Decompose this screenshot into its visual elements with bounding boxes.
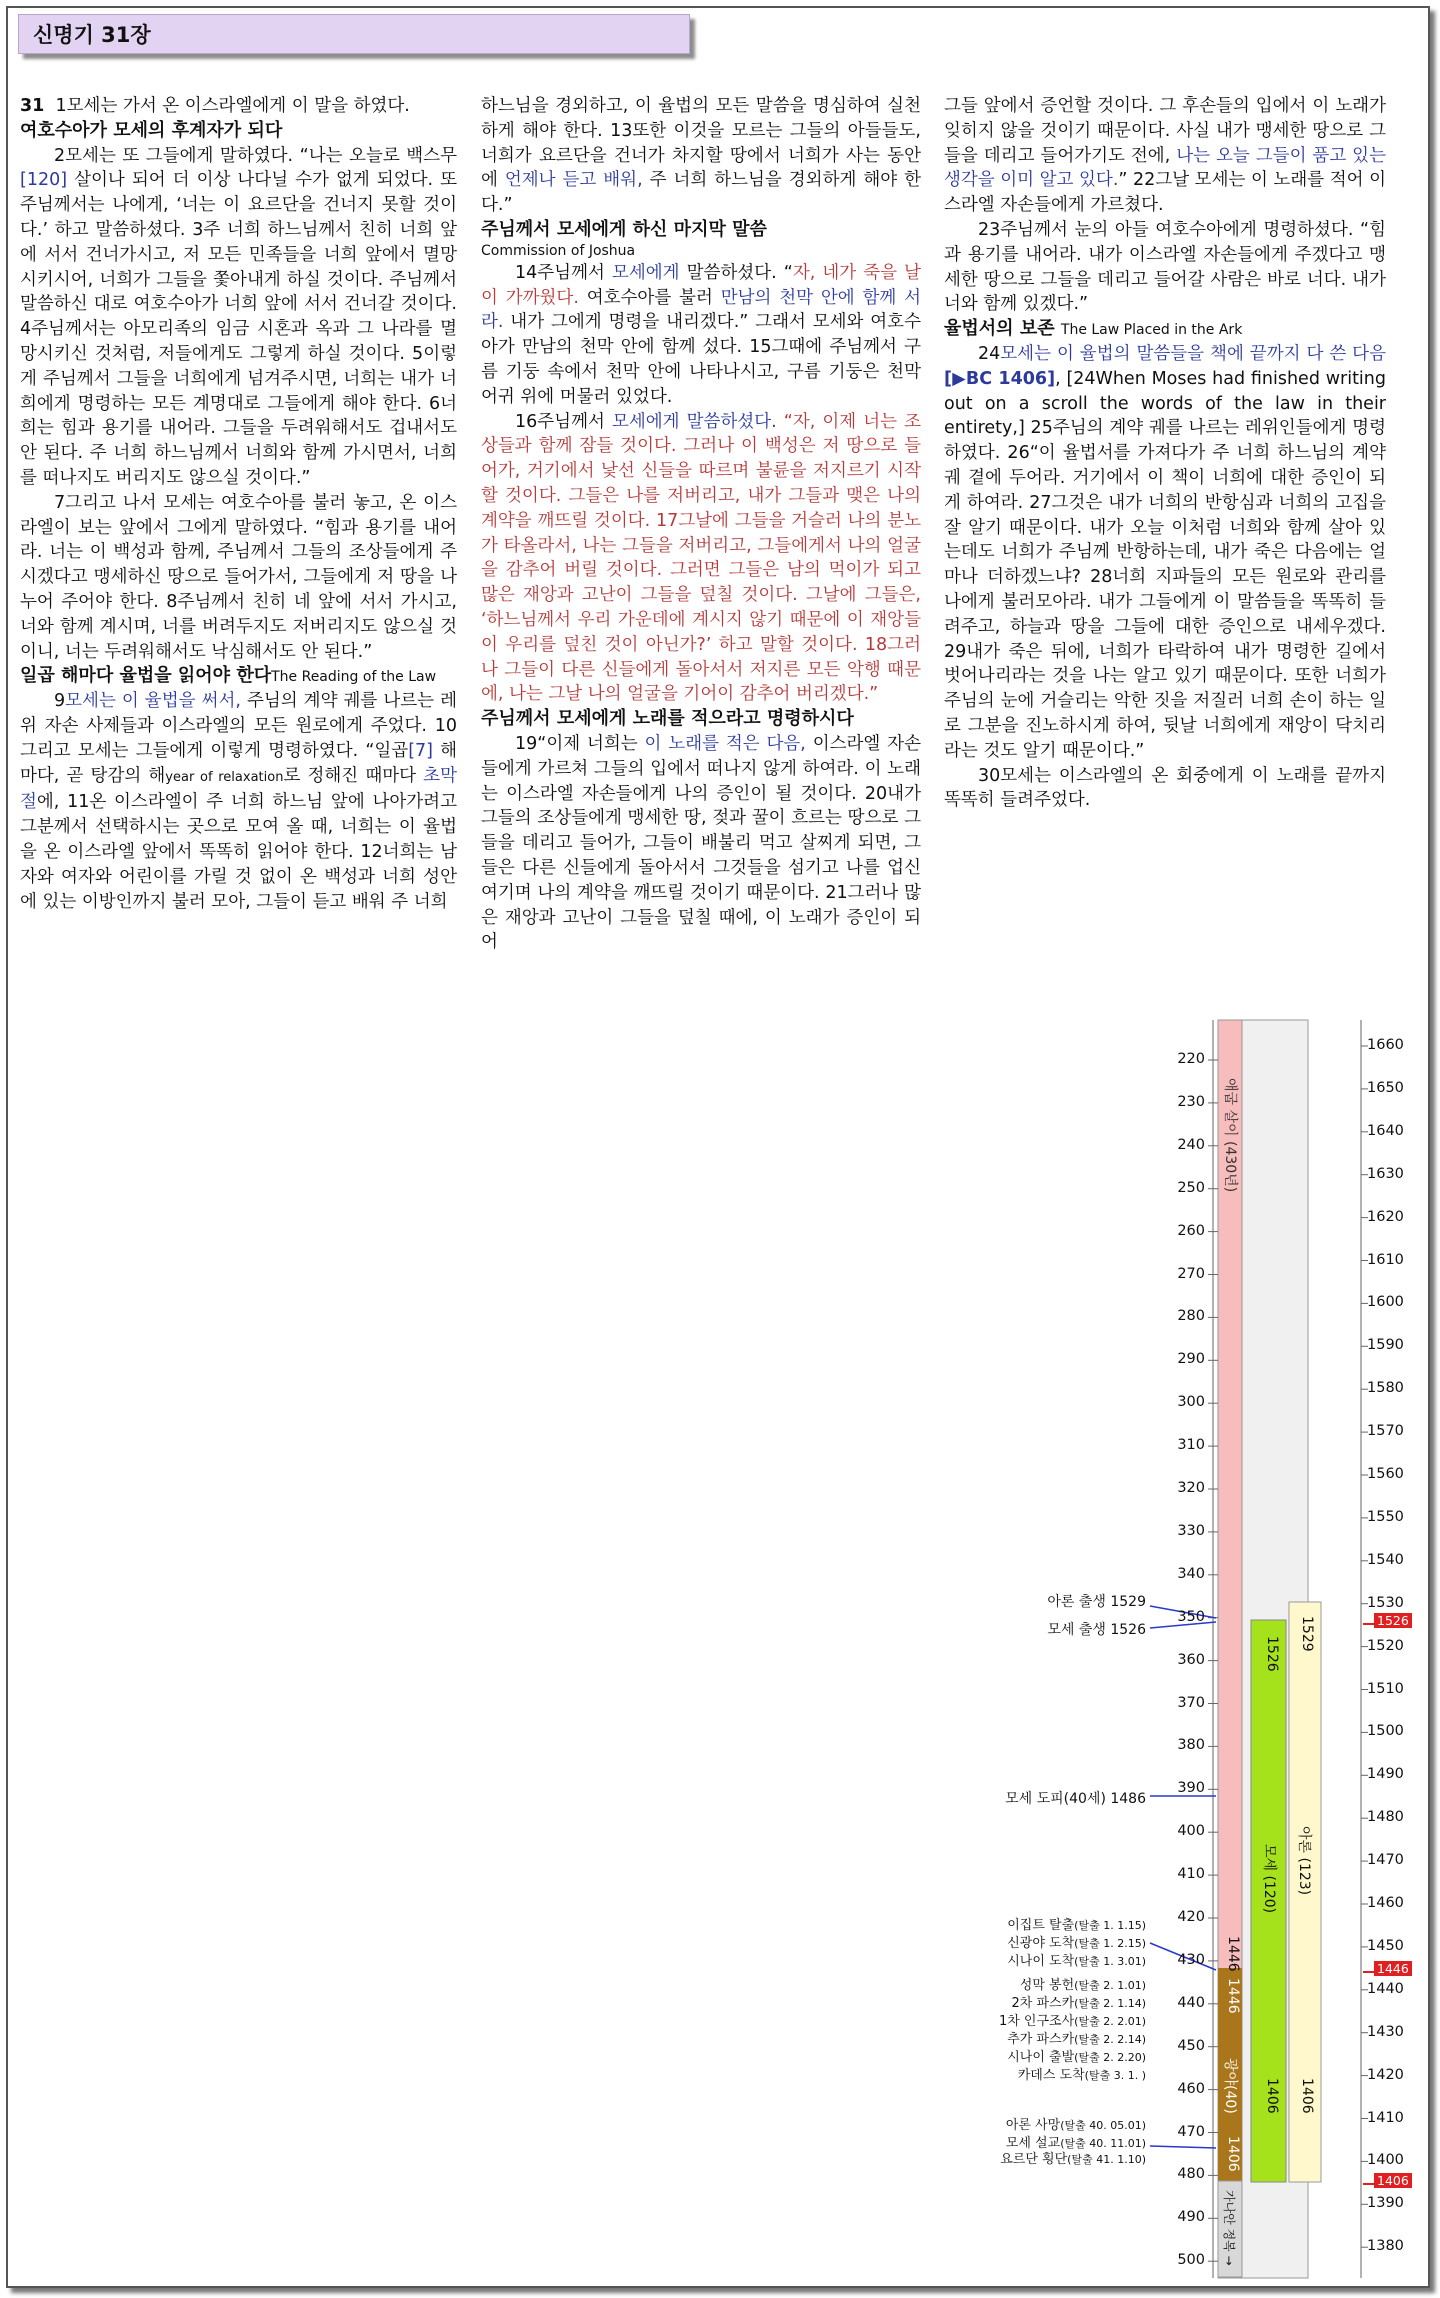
left-tick-label: 450 bbox=[1177, 2037, 1205, 2054]
left-tick-label: 230 bbox=[1177, 1093, 1205, 1110]
paragraph: 30모세는 이스라엘의 온 회중에게 이 노래를 끝까지 똑똑히 들려주었다. bbox=[944, 765, 1386, 811]
timeline-chart bbox=[944, 1018, 1424, 2280]
right-tick-label: 1610 bbox=[1367, 1251, 1404, 1268]
paragraph: 19“이제 너희는 이 노래를 적은 다음, 이스라엘 자손들에게 가르쳐 그들의 입에서 떠나지 않게 하여라. 이 노래는 이스라엘 자손들에게 나의 증인이 될 것이다. 20내가 그들의 조상들에게 맹세한 땅, 젖과 꿀이 흐르는 땅으로 그들을 데리고 들어가, 그들이 배불리 먹고 살찌게 되면, 그들은 다른 신들에게 돌아서서 그것들을 섬기고 나를 업신여기며 나의 계약을 깨뜨릴 것이기 때문이다. 21그러나 많은 재앙과 고난이 그들을 덮칠 때에, 이 노래가 증인이 되어 bbox=[481, 733, 921, 953]
right-tick-label: 1590 bbox=[1367, 1337, 1404, 1354]
left-tick-label: 300 bbox=[1177, 1394, 1205, 1411]
paragraph: 그들 앞에서 증언할 것이다. 그 후손들의 입에서 이 노래가 잊히지 않을 것이기 때문이다. 사실 내가 맹세한 땅으로 그들을 데리고 들어가기도 전에, 나는 오늘 그들이 품고 있는 생각을 이미 알고 있다.” 22그날 모세는 이 노래를 적어 이스라엘 자손들에게 가르쳤다. bbox=[944, 96, 1386, 216]
left-tick-label: 500 bbox=[1177, 2252, 1205, 2269]
left-tick-label: 320 bbox=[1177, 1480, 1205, 1496]
event-second-passover: 2차 파스카(탈출 2. 1.14) bbox=[1011, 1996, 1146, 2011]
left-tick-label: 340 bbox=[1177, 1565, 1205, 1582]
column-1 bbox=[20, 94, 457, 914]
event-sinai-arrival: 시나이 도착(탈출 1. 3.01) bbox=[1007, 1954, 1146, 1969]
event-moses-birth: 모세 출생 1526 bbox=[1047, 1622, 1146, 1638]
right-tick-label: 1620 bbox=[1367, 1208, 1404, 1225]
left-tick-label: 310 bbox=[1177, 1437, 1205, 1454]
left-tick-label: 480 bbox=[1177, 2166, 1205, 2183]
left-tick-label: 440 bbox=[1177, 1994, 1205, 2011]
egypt-bar-label: 애굽 살이 (430년) bbox=[1222, 1078, 1238, 1193]
right-tick-label: 1380 bbox=[1367, 2238, 1404, 2255]
section-heading-last-words: 주님께서 모세에게 하신 마지막 말씀 Commission of Joshua bbox=[481, 218, 921, 259]
event-moses-sermon: 모세 설교(탈출 40. 11.01) bbox=[1005, 2136, 1146, 2151]
left-tick-label: 270 bbox=[1177, 1265, 1205, 1282]
paragraph: 16주님께서 모세에게 말씀하셨다. “자, 이제 너는 조상들과 함께 잠들 것이다. 그러나 이 백성은 저 땅으로 들어가, 거기에서 낯선 신들을 따르며 불륜을 저지르기 시작할 것이다. 그들은 나를 저버리고, 내가 그들과 맺은 나의 계약을 깨뜨릴 것이다. 17그날에 그들을 거슬러 나의 분노가 타올라서, 나는 그들을 저버리고, 그들에게서 나의 얼굴을 감추어 버릴 것이다. 그러면 그들은 남의 먹이가 되고 많은 재앙과 고난이 그들을 덮칠 것이다. 그날에 그들은, ‘하느님께서 우리 가운데에 계시지 않기 때문에 이 재앙들이 우리를 덮친 것이 아닌가?’ 하고 말할 것이다. 18그러나 그들이 다른 신들에게 돌아서서 저지른 모든 악행 때문에, 나는 그날 나의 얼굴을 기어이 감추어 버리겠다.” bbox=[481, 411, 921, 705]
left-tick-label: 330 bbox=[1177, 1522, 1205, 1539]
event-aaron-death: 아론 사망(탈출 40. 05.01) bbox=[1005, 2118, 1146, 2133]
section-heading-song: 주님께서 모세에게 노래를 적으라고 명령하시다 bbox=[481, 708, 854, 730]
right-tick-label: 1570 bbox=[1367, 1423, 1404, 1440]
english-subtitle: Commission of Joshua bbox=[481, 242, 636, 259]
column-3 bbox=[944, 94, 1386, 813]
right-tick-label: 1400 bbox=[1367, 2152, 1404, 2169]
english-subtitle: The Law Placed in the Ark bbox=[1060, 322, 1243, 339]
right-tick-label: 1640 bbox=[1367, 1122, 1404, 1139]
left-tick-label: 420 bbox=[1177, 1909, 1205, 1925]
left-tick-label: 490 bbox=[1177, 2209, 1205, 2226]
wilderness-start-label: 1446 bbox=[1225, 1978, 1241, 2014]
event-sinai-departure: 시나이 출발(탈출 2. 2.20) bbox=[1007, 2050, 1146, 2065]
left-tick-label: 360 bbox=[1177, 1651, 1205, 1668]
aaron-end-label: 1406 bbox=[1299, 2078, 1315, 2114]
event-extra-passover: 추가 파스카(탈출 2. 2.14) bbox=[1007, 2032, 1146, 2047]
left-tick-label: 240 bbox=[1177, 1136, 1205, 1153]
paragraph: 2모세는 또 그들에게 말하였다. “나는 오늘로 백스무[120] 살이나 되어 더 이상 나다닐 수가 없게 되었다. 또 주님께서는 나에게, ‘너는 이 요르단을 건너지 못할 것이다.’ 하고 말씀하셨다. 3주 너희 하느님께서 친히 너희 앞에 서서 건너가시고, 저 모든 민족들을 너희 앞에서 멸망시키시어, 너희가 그들을 쫓아내게 하실 것이다. 주님께서 말씀하신 대로 여호수아가 너희 앞에 서서 건너갈 것이다. 4주님께서는 아모리족의 임금 시혼과 옥과 그 나라를 멸망시키신 것처럼, 저들에게도 그렇게 하실 것이다. 5이렇게 주님께서 그들을 너희에게 넘겨주시면, 너희는 내가 너희에게 명령하는 모든 계명대로 그들에게 해야 한다. 6너희는 힘과 용기를 내어라. 그들을 두려워해서도 겁내서도 안 된다. 주 너희 하느님께서 너희와 함께 가시면서, 너희를 떠나지도 버리지도 않으실 것이다.” bbox=[20, 145, 457, 488]
right-tick-label: 1660 bbox=[1367, 1037, 1404, 1053]
section-heading-law-book: 율법서의 보존 The Law Placed in the Ark bbox=[944, 318, 1243, 340]
left-tick-label: 350 bbox=[1177, 1608, 1205, 1625]
bc-date-link[interactable]: [▶BC 1406] bbox=[944, 368, 1056, 389]
left-tick-label: 390 bbox=[1177, 1780, 1205, 1797]
right-tick-label: 1410 bbox=[1367, 2109, 1404, 2126]
right-tick-label: 1560 bbox=[1367, 1466, 1404, 1482]
right-tick-label: 1390 bbox=[1367, 2195, 1404, 2212]
left-tick-label: 250 bbox=[1177, 1179, 1205, 1196]
right-tick-label: 1550 bbox=[1367, 1508, 1404, 1525]
left-tick-label: 400 bbox=[1177, 1823, 1205, 1840]
event-kadesh: 카데스 도착(탈출 3. 1. ) bbox=[1017, 2068, 1146, 2083]
paragraph: 14주님께서 모세에게 말씀하셨다. “자, 네가 죽을 날이 가까웠다. 여호수아를 불러 만남의 천막 안에 함께 서라. 내가 그에게 명령을 내리겠다.” 그래서 모세와 여호수아가 만남의 천막 안에 함께 섰다. 15그때에 주님께서 구름 기둥 속에서 천막 안에 나타나시고, 구름 기둥은 천막 어귀 위에 머물러 있었다. bbox=[481, 262, 922, 407]
left-tick-label: 460 bbox=[1177, 2080, 1205, 2097]
left-tick-label: 470 bbox=[1177, 2123, 1205, 2140]
right-tick-label: 1650 bbox=[1367, 1079, 1404, 1096]
paragraph: 23주님께서 눈의 아들 여호수아에게 명령하셨다. “힘과 용기를 내어라. 내가 이스라엘 자손들에게 주겠다고 맹세한 땅으로 그들을 데리고 들어갈 사람은 바로 너다. 내가 너와 함께 있겠다.” bbox=[944, 219, 1386, 315]
paragraph: 7그리고 나서 모세는 여호수아를 불러 놓고, 온 이스라엘이 보는 앞에서 그에게 말하였다. “힘과 용기를 내어라. 너는 이 백성과 함께, 주님께서 그들의 조상들에게 주시겠다고 맹세하신 땅으로 들어가서, 그들에게 저 땅을 나누어 주어야 한다. 8주님께서 친히 네 앞에 서서 가시고, 너와 함께 계시며, 너를 버려두지도 저버리지도 않으실 것이니, 너는 두려워해서도 낙심해서도 안 된다.” bbox=[20, 492, 457, 662]
paragraph: 24모세는 이 율법의 말씀들을 책에 끝까지 다 쓴 다음[▶BC 1406], [24When Moses had finished writing out on a scroll the words of the law in their entirety,] 25주님의 계약 궤를 나르는 레위인들에게 명령하였다. 26“이 율법서를 가져다가 주 너희 하느님의 계약 궤 곁에 두어라. 거기에서 이 책이 너희에 대한 증인이 되게 하여라. 27그것은 내가 너희의 반항심과 너희의 고집을 잘 알기 때문이다. 내가 오늘 이처럼 너희와 함께 살아 있는데도 너희가 주님께 반항하는데, 내가 죽은 다음에는 얼마나 더하겠느냐? 28너희 지파들의 모든 원로와 관리를 나에게 불러모아라. 내가 그들에게 이 말씀들을 똑똑히 들려주고, 하늘과 땅을 그들에 대한 증인으로 내세우겠다. 29내가 죽은 뒤에, 너희가 타락하여 내가 명령한 길에서 벗어나리라는 것을 나는 알고 있기 때문이다. 또한 너희가 주님의 눈에 거슬리는 악한 짓을 저질러 너희 손이 하는 일로 그분을 진노하시게 하여, 뒷날 너희에게 재앙이 닥치리라는 것도 알기 때문이다.” bbox=[944, 343, 1386, 761]
moses-start-label: 1526 bbox=[1264, 1636, 1280, 1672]
event-exodus: 이집트 탈출(탈출 1. 1.15) bbox=[1007, 1918, 1146, 1933]
right-tick-label: 1460 bbox=[1367, 1895, 1404, 1911]
right-tick-label: 1450 bbox=[1367, 1937, 1404, 1954]
right-tick-label: 1530 bbox=[1367, 1594, 1404, 1611]
english-subtitle: The Reading of the Law bbox=[271, 669, 437, 686]
english-gloss: year of relaxation bbox=[165, 769, 284, 785]
right-tick-label: 1470 bbox=[1367, 1852, 1404, 1869]
event-sin-desert: 신광야 도착(탈출 1. 2.15) bbox=[1007, 1936, 1146, 1951]
right-tick-label: 1420 bbox=[1367, 2066, 1404, 2083]
paragraph: 하느님을 경외하고, 이 율법의 모든 말씀을 명심하여 실천하게 해야 한다. 13또한 이것을 모르는 그들의 아들들도, 너희가 요르단을 건너가 차지할 땅에서 너희가 사는 동안에 언제나 듣고 배워, 주 너희 하느님을 경외하게 해야 한다.” bbox=[481, 96, 922, 216]
right-tick-label: 1490 bbox=[1367, 1766, 1404, 1783]
footnote-link[interactable]: [120] bbox=[20, 170, 68, 191]
marker-1446: 1446 bbox=[1374, 1961, 1412, 1976]
event-arrow bbox=[1150, 2146, 1216, 2148]
chapter-number: 31 bbox=[20, 96, 45, 116]
exodus-year-label: 1446 bbox=[1225, 1936, 1241, 1972]
left-tick-label: 260 bbox=[1177, 1222, 1205, 1239]
moses-end-label: 1406 bbox=[1264, 2078, 1280, 2114]
section-heading-reading: 일곱 해마다 율법을 읽어야 한다The Reading of the Law bbox=[20, 665, 437, 687]
left-tick-label: 410 bbox=[1177, 1866, 1205, 1883]
event-aaron-birth: 아론 출생 1529 bbox=[1047, 1594, 1146, 1610]
left-tick-label: 220 bbox=[1177, 1051, 1205, 1067]
wilderness-bar-label: 광야(40) bbox=[1222, 2058, 1238, 2114]
right-tick-label: 1600 bbox=[1367, 1294, 1404, 1311]
left-tick-label: 370 bbox=[1177, 1694, 1205, 1711]
page-title: 신명기 31장 bbox=[18, 14, 690, 54]
right-tick-label: 1630 bbox=[1367, 1165, 1404, 1182]
right-tick-label: 1580 bbox=[1367, 1380, 1404, 1397]
marker-1526: 1526 bbox=[1374, 1613, 1412, 1628]
right-tick-label: 1510 bbox=[1367, 1680, 1404, 1697]
right-tick-label: 1430 bbox=[1367, 2023, 1404, 2040]
canaan-bar-label: 가나안 정복 → bbox=[1222, 2190, 1236, 2266]
marker-1406: 1406 bbox=[1374, 2173, 1412, 2188]
right-tick-label: 1500 bbox=[1367, 1723, 1404, 1740]
event-moses-flee: 모세 도피(40세) 1486 bbox=[1005, 1791, 1146, 1807]
event-census: 1차 인구조사(탈출 2. 2.01) bbox=[998, 2014, 1146, 2029]
moses-bar-label: 모세 (120) bbox=[1261, 1844, 1277, 1914]
right-tick-label: 1540 bbox=[1367, 1551, 1404, 1568]
right-tick-label: 1480 bbox=[1367, 1809, 1404, 1826]
wilderness-end-label: 1406 bbox=[1225, 2136, 1241, 2172]
aaron-bar-label: 아론 (123) bbox=[1296, 1826, 1312, 1896]
section-heading-successor: 여호수아가 모세의 후계자가 되다 bbox=[20, 119, 283, 141]
footnote-link[interactable]: [7] bbox=[408, 740, 433, 761]
right-tick-label: 1440 bbox=[1367, 1980, 1404, 1997]
aaron-start-label: 1529 bbox=[1299, 1616, 1315, 1652]
event-jordan-crossing: 요르단 횡단(탈출 41. 1.10) bbox=[1000, 2152, 1146, 2167]
left-tick-label: 430 bbox=[1177, 1951, 1205, 1968]
left-tick-label: 380 bbox=[1177, 1737, 1205, 1754]
left-tick-label: 280 bbox=[1177, 1308, 1205, 1325]
event-tabernacle: 성막 봉헌(탈출 2. 1.01) bbox=[1019, 1978, 1146, 1993]
verse-1: 31 1모세는 가서 온 이스라엘에게 이 말을 하였다. bbox=[20, 96, 410, 116]
paragraph: 9모세는 이 율법을 써서, 주님의 계약 궤를 나르는 레위 자손 사제들과 이스라엘의 모든 원로에게 주었다. 10그리고 모세는 그들에게 이렇게 명령하였다. “일곱[7] 해마다, 곧 탕감의 해year of relaxation로 정해진 때마다 초막절에, 11온 이스라엘이 주 너희 하느님 앞에 나아가려고 그분께서 선택하시는 곳으로 모여 올 때, 너희는 이 율법을 온 이스라엘 앞에서 똑똑히 읽어야 한다. 12너희는 남자와 여자와 어린이를 가릴 것 없이 온 백성과 너희 성안에 있는 이방인까지 불러 모아, 그들이 듣고 배워 주 너희 bbox=[20, 691, 457, 912]
column-2 bbox=[481, 94, 921, 955]
left-tick-label: 290 bbox=[1177, 1351, 1205, 1368]
right-tick-label: 1520 bbox=[1367, 1637, 1404, 1654]
